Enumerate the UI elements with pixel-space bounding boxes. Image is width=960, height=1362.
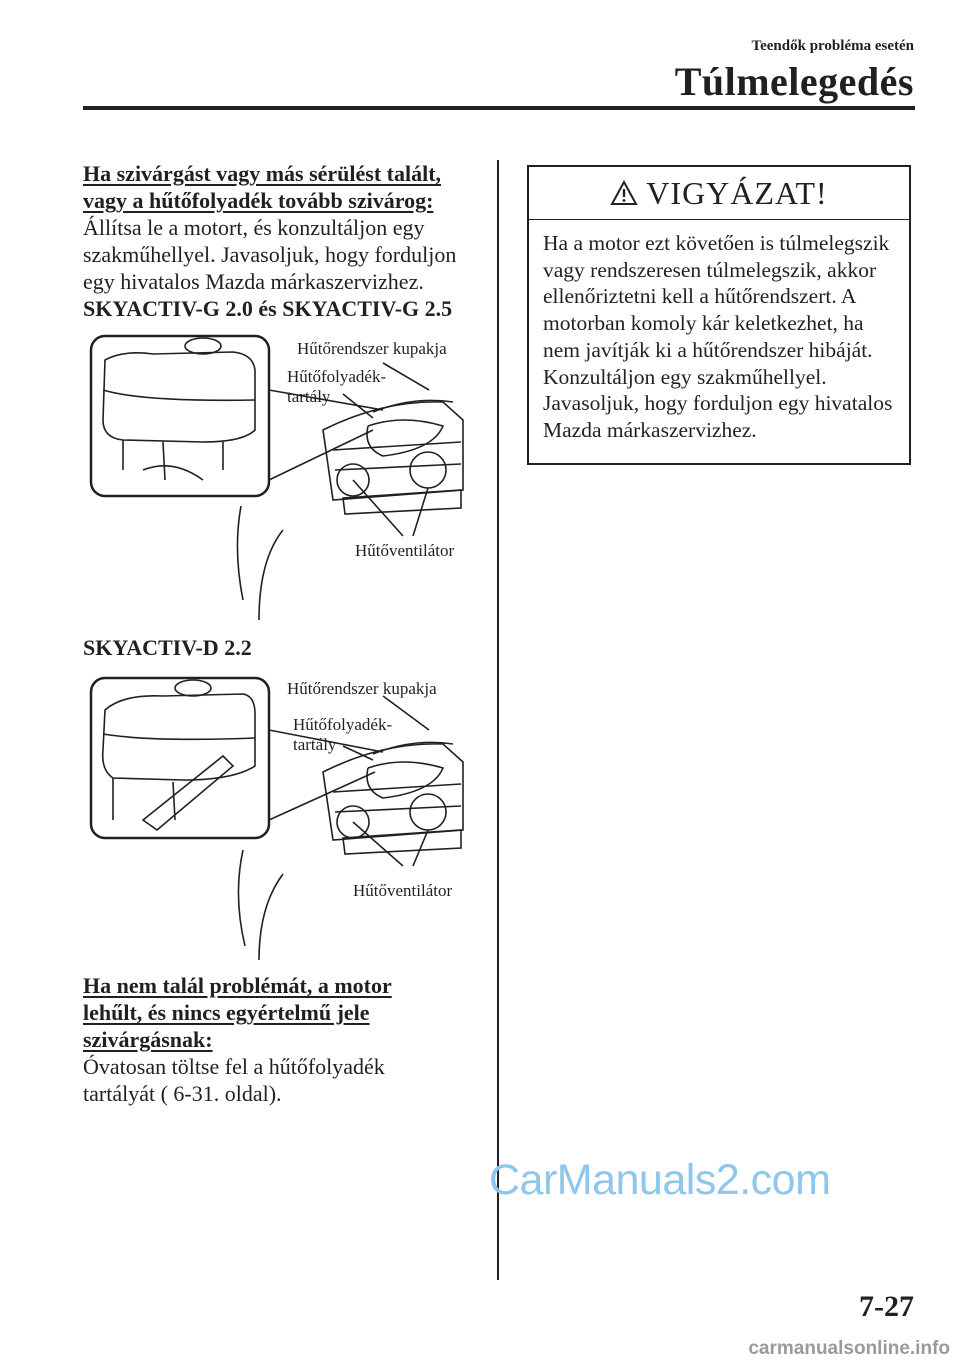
leak-section bbox=[83, 160, 483, 322]
engine-label-g: SKYACTIV-G 2.0 és SKYACTIV-G 2.5 bbox=[83, 296, 453, 321]
warning-text: Ha a motor ezt követően is túlmelegszik vagy rendszeresen túlmelegszik, akkor ellenőriztetni kell a hűtőrendszert. A motorban komoly kár keletkezhet, ha nem javítják ki a hűtőrendszer hibáját. Konzultáljon egy szakműhellyel. Javasoljuk, hogy forduljon egy hivatalos Mazda márkaszervizhez. bbox=[543, 231, 893, 442]
fig1-label-tank-2: tartály bbox=[287, 387, 331, 406]
fig1-label-tank-1: Hűtőfolyadék- bbox=[287, 367, 387, 386]
fig2-label-tank-1: Hűtőfolyadék- bbox=[293, 715, 393, 734]
warning-header bbox=[529, 167, 909, 220]
noproblem-heading: Ha nem talál problémát, a motor lehűlt, és nincs egyértelmű jele szivárgásnak: bbox=[83, 973, 392, 1052]
watermark-logo: CarManuals2.com bbox=[489, 1156, 831, 1204]
warning-triangle-icon bbox=[610, 180, 638, 206]
page-title: Túlmelegedés bbox=[674, 59, 914, 104]
section-title: Teendők probléma esetén bbox=[751, 38, 914, 54]
fig1-label-cap: Hűtőrendszer kupakja bbox=[297, 339, 447, 358]
noproblem-text: Óvatosan töltse fel a hűtőfolyadék tartályát ( 6-31. oldal). bbox=[83, 1054, 385, 1106]
fig1-label-fan: Hűtőventilátor bbox=[355, 541, 455, 560]
warning-box bbox=[527, 165, 911, 465]
warning-title: VIGYÁZAT! bbox=[646, 174, 828, 211]
noproblem-section bbox=[83, 972, 483, 1107]
page-number: 7-27 bbox=[859, 1290, 914, 1323]
header-divider bbox=[83, 106, 915, 110]
leak-heading: Ha szivárgást vagy más sérülést talált, vagy a hűtőfolyadék tovább szivárog: bbox=[83, 161, 442, 213]
figure-skyactiv-g bbox=[83, 330, 483, 620]
engine-label-d: SKYACTIV-D 2.2 bbox=[83, 635, 252, 660]
column-divider bbox=[497, 160, 499, 1280]
leak-text: Állítsa le a motort, és konzultáljon egy szakműhellyel. Javasoljuk, hogy forduljon egy hivatalos Mazda márkaszervizhez. bbox=[83, 215, 457, 294]
footer-site: carmanualsonline.info bbox=[748, 1338, 950, 1359]
fig2-label-fan: Hűtőventilátor bbox=[353, 881, 453, 900]
fig2-label-tank-2: tartály bbox=[293, 735, 337, 754]
fig2-label-cap: Hűtőrendszer kupakja bbox=[287, 679, 437, 698]
figure-skyactiv-d bbox=[83, 670, 483, 960]
